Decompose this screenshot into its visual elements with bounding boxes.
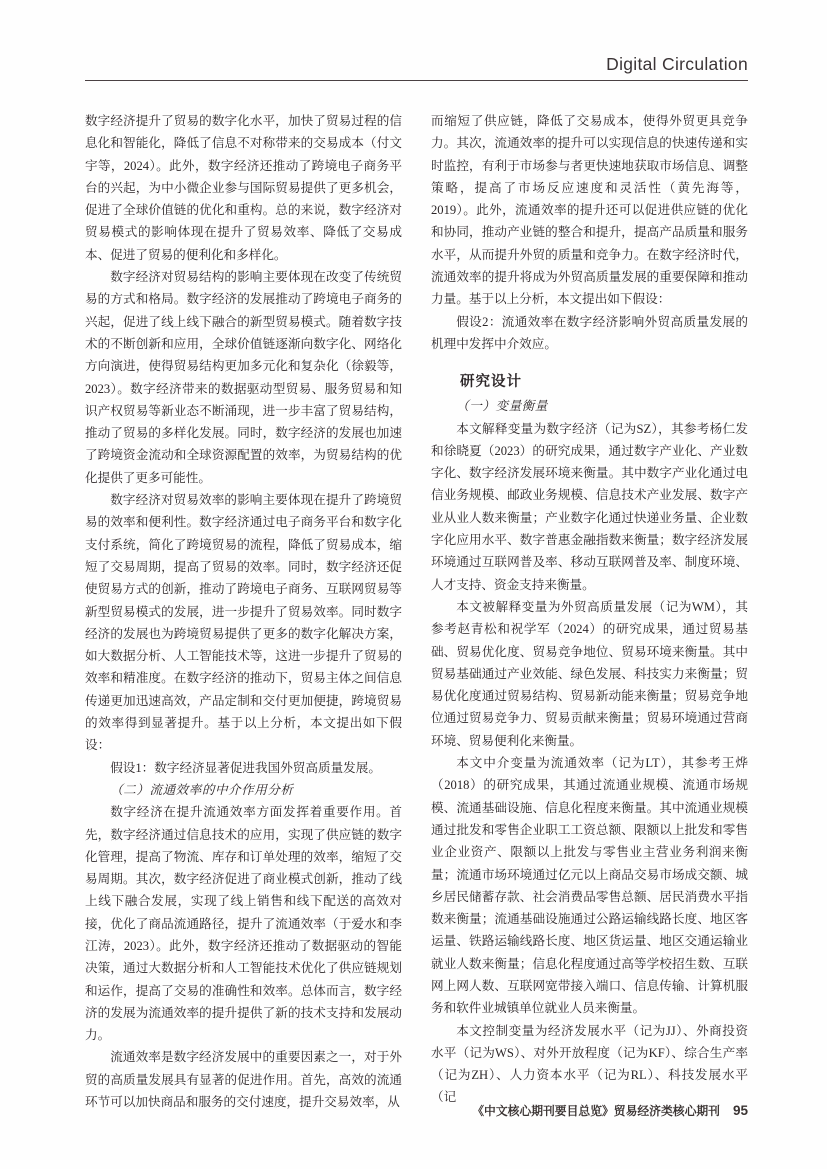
journal-title-english: Digital Circulation [606, 54, 748, 74]
paragraph-mediating-variable: 本文中介变量为流通效率（记为LT），其参考王烨（2018）的研究成果，其通过流通业规模、流通市场规模、流通基础设施、信息化程度来衡量。其中流通业规模通过批发和零售企业职工工资总额、限额以上批发和零售业企业资产、限额以上批发与零售业主营业务利润来衡量；流通市场环境通过亿元以上商品交易市场成交额、城乡居民储蓄存款、社会消费品零售总额、居民消费水平指数来衡量；流通基础设施通过公路运输线路长度、地区客运量、铁路运输线路长度、地区货运量、地区交通运输业就业人数来衡量；信息化程度通过高等学校招生数、互联网上网人数、互联网宽带接入端口、信息传输、计算机服务和软件业城镇单位就业人员来衡量。 [431, 756, 748, 1016]
paragraph-explanatory-variable: 本文解释变量为数字经济（记为SZ），其参考杨仁发和徐晓夏（2023）的研究成果，通过数字产业化、产业数字化、数字经济发展环境来衡量。其中数字产业化通过电信业务规模、邮政业务规模、信息技术产业发展、数字产业从业人数来衡量；产业数字化通过快递业务量、企业数字化应用水平、数字普惠金融指数来衡量；数字经济发展环境通过互联网普及率、移动互联网普及率、制度环境、人才支持、资金支持来衡量。 [431, 421, 748, 592]
subsection-heading-circulation-mediation: （二）流通效率的中介作用分析 [110, 782, 294, 797]
paragraph-supply-chain-continuation: 而缩短了供应链，降低了交易成本，使得外贸更具竞争力。其次，流通效率的提升可以实现信息的快速传递和实时监控，有利于市场参与者更快速地获取市场信息、调整策略，提高了市场反应速度和灵活性（黄先海等，2019）。此外，流通效率的提升还可以促进供应链的优化和协同，推动产业链的整合和提升，提高产品质量和服务水平，从而提升外贸的质量和竞争力。在数字经济时代，流通效率的提升将成为外贸高质量发展的重要保障和推动力量。基于以上分析，本文提出如下假设： [431, 114, 748, 307]
hypothesis-1: 假设1：数字经济显著促进我国外贸高质量发展。 [110, 760, 381, 775]
subsection-heading-variable-measurement: （一）变量衡量 [456, 399, 548, 414]
paragraph-circulation-importance: 流通效率是数字经济发展中的重要因素之一，对于外贸的高质量发展具有显著的促进作用。首先，高效的流通环节可以加快商品和服务的交付速度，提升交易效率，从 [85, 1050, 402, 1110]
header-rule [85, 80, 748, 81]
paragraph-trade-efficiency: 数字经济对贸易效率的影响主要体现在提升了跨境贸易的效率和便利性。数字经济通过电子商务平台和数字化支付系统，简化了跨境贸易的流程，降低了贸易成本，缩短了交易周期，提高了贸易的效率。同时，数字经济还促使贸易方式的创新，推动了跨境电子商务、互联网贸易等新型贸易模式的发展，进一步提升了贸易效率。同时数字经济的发展也为跨境贸易提供了更多的数字化解决方案，如大数据分析、人工智能技术等，这进一步提升了贸易的效率和精准度。在数字经济的推动下，贸易主体之间信息传递更加迅速高效，产品定制和交付更加便捷，跨境贸易的效率得到显著提升。基于以上分析，本文提出如下假设： [85, 493, 402, 753]
left-column [85, 110, 402, 1113]
section-heading-research-design: 研究设计 [460, 374, 522, 391]
page-number: 95 [732, 1103, 748, 1118]
paragraph-trade-structure: 数字经济对贸易结构的影响主要体现在改变了传统贸易的方式和格局。数字经济的发展推动了跨境电子商务的兴起，促进了线上线下融合的新型贸易模式。随着数字技术的不断创新和应用，全球价值链逐渐向数字化、网络化方向演进，使得贸易结构更加多元化和复杂化（徐毅等，2023）。数字经济带来的数据驱动型贸易、服务贸易和知识产权贸易等新业态不断涌现，进一步丰富了贸易结构，推动了贸易的多样化发展。同时，数字经济的发展也加速了跨境资金流动和全球资源配置的效率，为贸易结构的优化提供了更多可能性。 [85, 270, 402, 485]
hypothesis-2: 假设2：流通效率在数字经济影响外贸高质量发展的机理中发挥中介效应。 [431, 314, 748, 351]
paragraph-trade-mode-continuation: 数字经济提升了贸易的数字化水平，加快了贸易过程的信息化和智能化，降低了信息不对称带来的交易成本（付文宇等，2024）。此外，数字经济还推动了跨境电子商务平台的兴起，为中小微企业参与国际贸易提供了更多机会，促进了全球价值链的优化和重构。总的来说，数字经济对贸易模式的影响体现在提升了贸易效率、降低了交易成本、促进了贸易的便利化和多样化。 [85, 114, 402, 262]
journal-core-note: 《中文核心期刊要目总览》贸易经济类核心期刊 [472, 1104, 720, 1118]
right-column [431, 110, 748, 1113]
paragraph-control-variables: 本文控制变量为经济发展水平（记为JJ）、外商投资水平（记为WS）、对外开放程度（记为KF）、综合生产率（记为ZH）、人力资本水平（记为RL）、科技发展水平（记 [431, 1023, 748, 1105]
article-body [85, 110, 748, 1113]
paragraph-explained-variable: 本文被解释变量为外贸高质量发展（记为WM），其参考赵青松和祝学军（2024）的研究成果，通过贸易基础、贸易优化度、贸易竞争地位、贸易环境来衡量。其中贸易基础通过产业效能、绿色发展、科技实力来衡量；贸易优化度通过贸易结构、贸易新动能来衡量；贸易竞争地位通过贸易竞争力、贸易贡献来衡量；贸易环境通过营商环境、贸易便利化来衡量。 [431, 599, 748, 748]
page-footer [472, 1102, 748, 1119]
paragraph-circulation-efficiency-role: 数字经济在提升流通效率方面发挥着重要作用。首先，数字经济通过信息技术的应用，实现了供应链的数字化管理，提高了物流、库存和订单处理的效率，缩短了交易周期。其次，数字经济促进了商业模式创新，推动了线上线下融合发展，实现了线上销售和线下配送的高效对接，优化了商品流通路径，提升了流通效率（于爱水和李江涛，2023）。此外，数字经济还推动了数据驱动的智能决策，通过大数据分析和人工智能技术优化了供应链规划和运作，提高了交易的准确性和效率。总体而言，数字经济的发展为流通效率的提升提供了新的技术支持和发展动力。 [85, 805, 402, 1043]
